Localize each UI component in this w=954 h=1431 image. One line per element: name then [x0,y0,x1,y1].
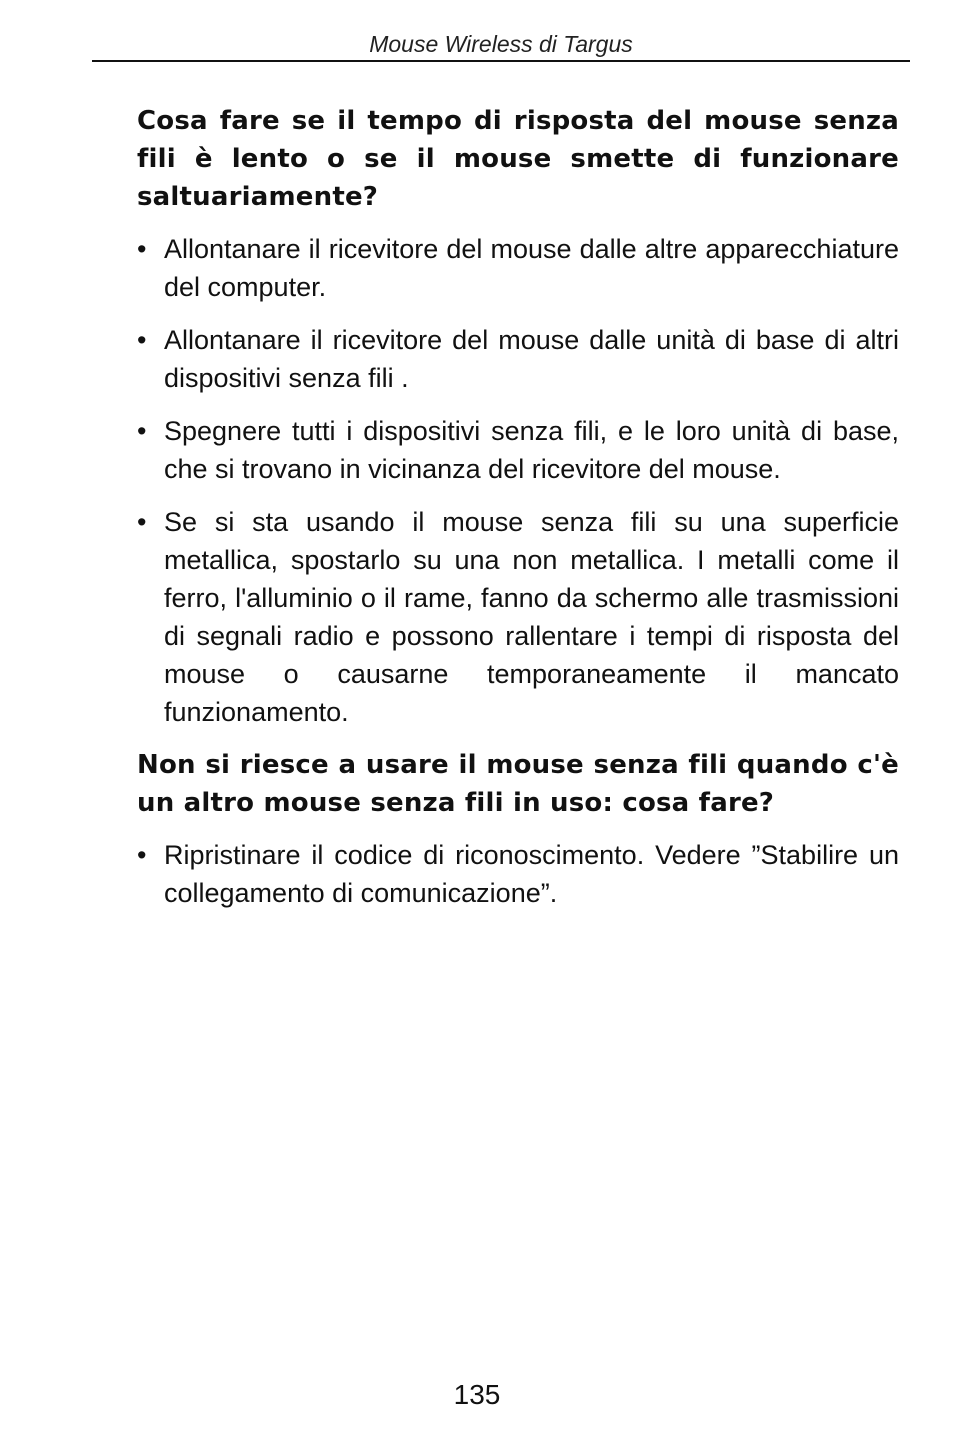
list-item-text: Ripristinare il codice di riconoscimento. Vedere ”Stabilire un collegamento di comunicazione”. [164,840,899,908]
list-item-text: Allontanare il ricevitore del mouse dalle unità di base di altri dispositivi senza fili . [164,325,899,393]
list-item [137,230,899,306]
page-number: 135 [453,1379,501,1410]
list-item-text: Allontanare il ricevitore del mouse dalle altre apparecchiature del computer. [164,234,899,302]
bullet-icon: • [137,325,147,355]
bullet-icon: • [137,234,147,264]
section-heading-other-mouse: Non si riesce a usare il mouse senza fili quando c'è un altro mouse senza fili in uso: cosa fare? [137,750,899,818]
bullet-icon: • [137,507,147,537]
bullet-list-other-mouse [137,836,899,912]
list-item-text: Spegnere tutti i dispositivi senza fili, e le loro unità di base, che si trovano in vicinanza del ricevitore del mouse. [164,416,899,484]
list-item [137,412,899,488]
running-header [92,28,910,62]
list-item [137,503,899,731]
page-content [137,102,899,927]
list-item-text: Se si sta usando il mouse senza fili su una superficie metallica, spostarlo su una non metallica. I metalli come il ferro, l'alluminio o il rame, fanno da schermo alle trasmissioni di segnali radio e possono rallentare i tempi di risposta del mouse o causarne temporaneamente il mancato funzionamento. [164,507,899,727]
bullet-list-slow-response [137,230,899,731]
running-header-title: Mouse Wireless di Targus [369,31,633,57]
section-heading-slow-response: Cosa fare se il tempo di risposta del mouse senza fili è lento o se il mouse smette di funzionare saltuariamente? [137,106,899,212]
bullet-icon: • [137,840,147,870]
list-item [137,836,899,912]
bullet-icon: • [137,416,147,446]
list-item [137,321,899,397]
